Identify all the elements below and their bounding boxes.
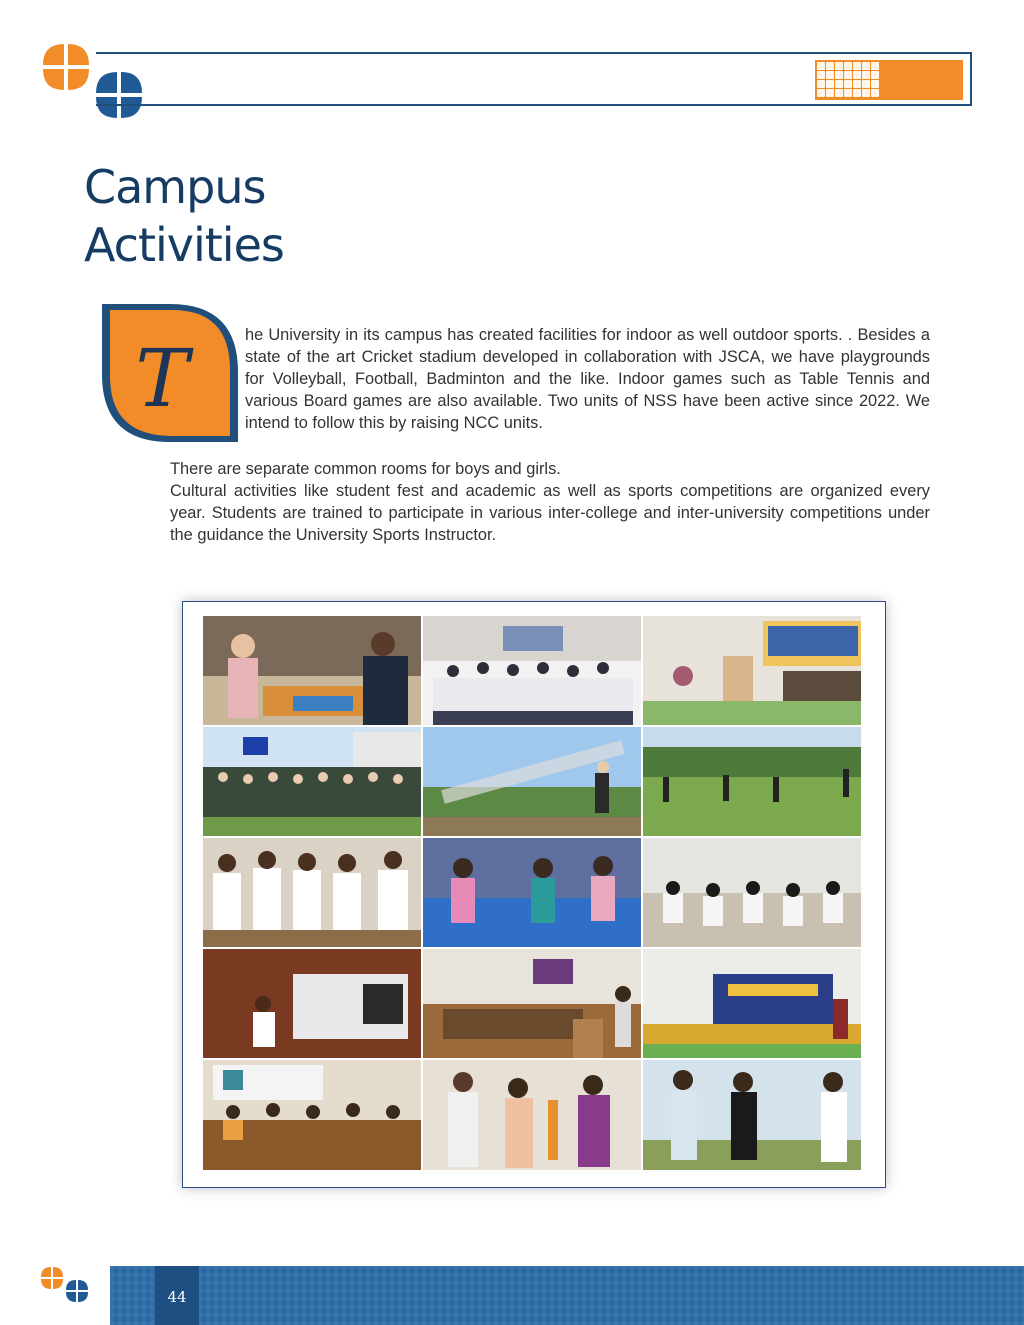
page-title <box>84 158 284 274</box>
header-badge <box>815 60 963 100</box>
classroom-students-photo <box>642 837 862 948</box>
footer-bar <box>110 1266 1024 1325</box>
auditorium-stage-photo <box>642 948 862 1059</box>
conference-room-photo <box>422 948 642 1059</box>
group-photo-indoor <box>422 615 642 726</box>
faculty-development-program-photo <box>202 1059 422 1171</box>
dropcap-badge <box>100 302 240 444</box>
cultural-activities-text: Cultural activities like student fest and academic as well as sports competitions are organized every year. Students are trained to participate in various inter-college and inter-university competitions under the guidance the University Sports Instructor. <box>170 482 930 544</box>
art-exhibition-photo <box>202 615 422 726</box>
inauguration-ceremony-photo <box>422 1059 642 1171</box>
intro-text: he University in its campus has created facilities for indoor as well outdoor sports. . Besides a state of the art Cricket stadium developed in collaboration with JSCA, we have playgrounds for Volleyball, Football, Badminton and the like. Indoor games such as Table Tennis and various Board games are also available. Two units of NSS have been active since 2022. We intend to follow this by raising NCC units. <box>245 326 930 432</box>
intro-paragraph <box>245 324 930 434</box>
dropcap-letter: T <box>135 332 189 425</box>
common-rooms-text: There are separate common rooms for boys and girls. <box>170 460 561 478</box>
page-title-line1: Campus <box>84 160 266 214</box>
footer-logo-icon <box>40 1266 92 1304</box>
badge-pattern <box>817 62 885 98</box>
cultural-fest-photo <box>422 837 642 948</box>
page-number: 44 <box>167 1288 187 1306</box>
seminar-presentation-photo <box>202 948 422 1059</box>
students-lab-coats-photo <box>202 837 422 948</box>
volleyball-match-photo <box>422 726 642 837</box>
orientation-program-stage <box>642 615 862 726</box>
cricket-field-photo <box>642 726 862 837</box>
photo-collage <box>202 615 862 1171</box>
sports-award-handshake-photo <box>642 1059 862 1171</box>
body-text <box>170 458 930 546</box>
group-photo-outdoor <box>202 726 422 837</box>
page-title-line2: Activities <box>84 218 284 272</box>
